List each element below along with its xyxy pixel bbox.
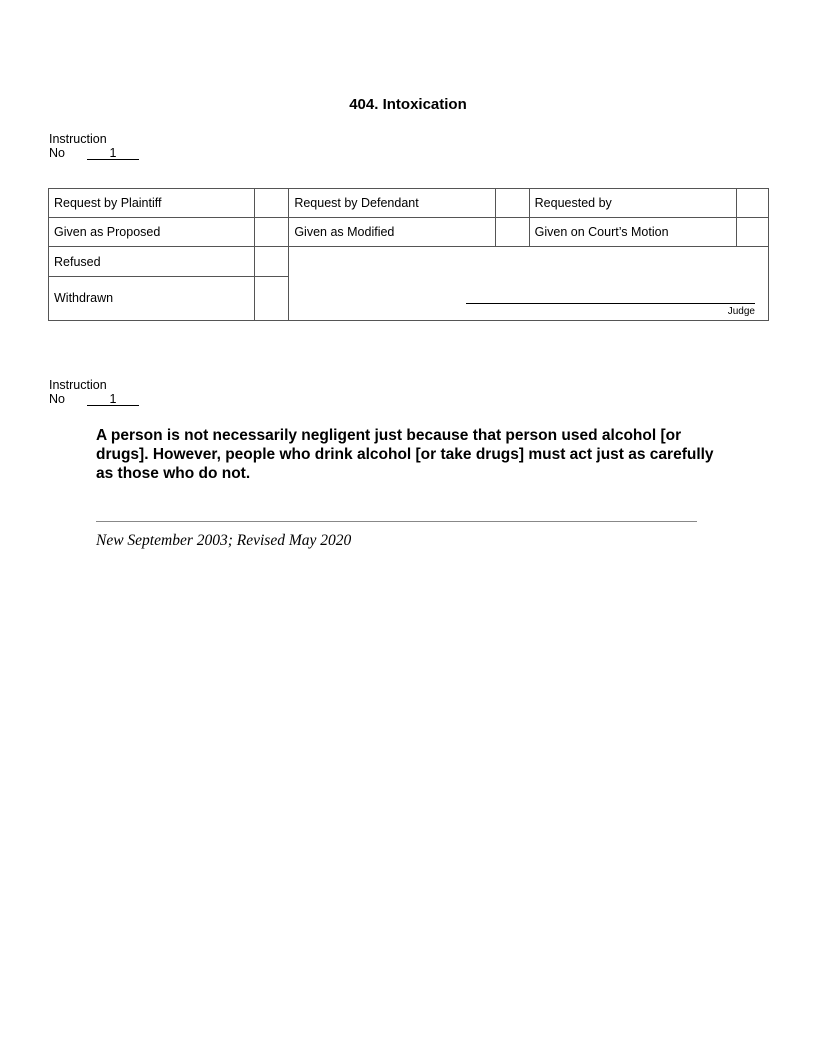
- given-on-courts-motion-label: Given on Court’s Motion: [529, 218, 736, 247]
- withdrawn-box[interactable]: [255, 276, 289, 320]
- request-by-defendant-box[interactable]: [495, 189, 529, 218]
- requested-by-label: Requested by: [529, 189, 736, 218]
- given-as-modified-box[interactable]: [495, 218, 529, 247]
- given-on-courts-motion-box[interactable]: [736, 218, 768, 247]
- given-as-proposed-label: Given as Proposed: [49, 218, 255, 247]
- request-by-plaintiff-label: Request by Plaintiff: [49, 189, 255, 218]
- request-by-plaintiff-box[interactable]: [255, 189, 289, 218]
- judge-label: Judge: [727, 306, 755, 317]
- revision-history: New September 2003; Revised May 2020: [96, 532, 352, 549]
- refused-box[interactable]: [255, 247, 289, 276]
- instruction-number-top: [49, 132, 139, 160]
- request-by-defendant-label: Request by Defendant: [289, 189, 495, 218]
- withdrawn-label: Withdrawn: [49, 276, 255, 320]
- instruction-label: Instruction: [49, 378, 107, 392]
- divider-line: [96, 521, 697, 522]
- judge-signature-line[interactable]: [466, 303, 755, 304]
- given-as-modified-label: Given as Modified: [289, 218, 495, 247]
- given-as-proposed-box[interactable]: [255, 218, 289, 247]
- instruction-number-bottom: [49, 378, 139, 406]
- no-label: No: [49, 146, 65, 160]
- judge-signature-area: [289, 247, 769, 321]
- page-title: 404. Intoxication: [349, 96, 467, 113]
- no-label: No: [49, 392, 65, 406]
- instruction-label: Instruction: [49, 132, 107, 146]
- refused-label: Refused: [49, 247, 255, 276]
- instruction-no-value: 1: [87, 393, 139, 406]
- request-table: [48, 188, 769, 321]
- requested-by-box[interactable]: [736, 189, 768, 218]
- instruction-no-value: 1: [87, 147, 139, 160]
- instruction-body-text: A person is not necessarily negligent just because that person used alcohol [or drugs]. However, people who drink alcohol [or take drugs] must act just as carefully as those who do not.: [96, 427, 714, 482]
